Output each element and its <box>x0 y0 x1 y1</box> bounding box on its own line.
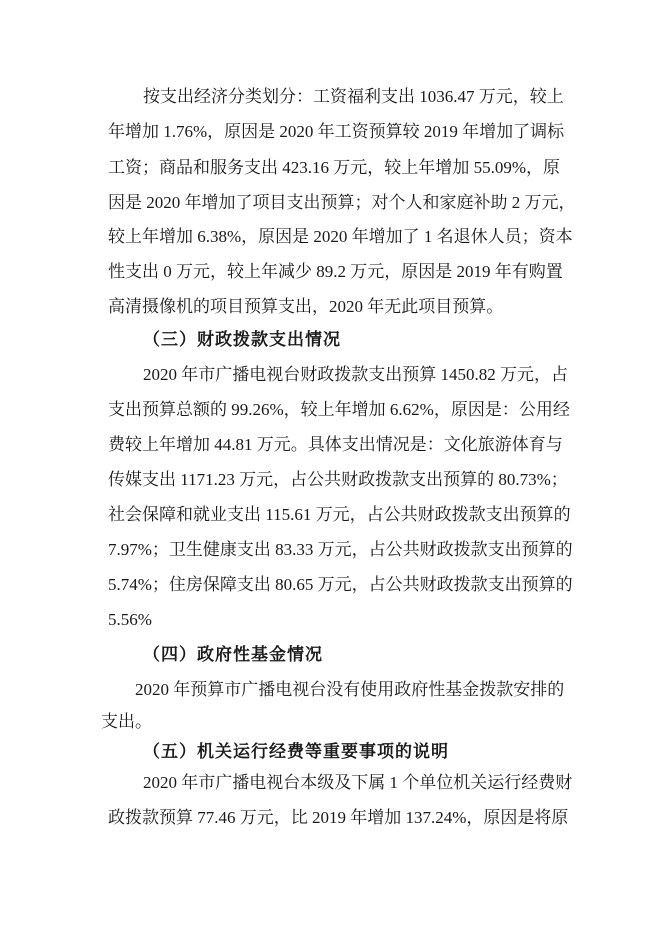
text-line: 5.74%；住房保障支出 80.65 万元，占公共财政拨款支出预算的 <box>108 575 573 594</box>
section-heading-3: （三）财政拨款支出情况 <box>143 330 341 350</box>
text-line: 因是 2020 年增加了项目支出预算；对个人和家庭补助 2 万元， <box>108 193 576 212</box>
section-heading-5: （五）机关运行经费等重要事项的说明 <box>143 742 449 762</box>
text-line: 社会保障和就业支出 115.61 万元，占公共财政拨款支出预算的 <box>108 505 571 524</box>
text-line: 2020 年市广播电视台本级及下属 1 个单位机关运行经费财 <box>143 773 573 792</box>
text-line: 性支出 0 万元，较上年减少 89.2 万元，原因是 2019 年有购置 <box>108 262 563 281</box>
text-line: 高清摄像机的项目预算支出，2020 年无此项目预算。 <box>108 297 504 316</box>
text-line: 政拨款预算 77.46 万元，比 2019 年增加 137.24%，原因是将原 <box>108 808 569 827</box>
text-line: 按支出经济分类划分：工资福利支出 1036.47 万元，较上 <box>143 87 564 106</box>
text-line: 工资；商品和服务支出 423.16 万元，较上年增加 55.09%，原 <box>108 158 560 177</box>
text-line: 5.56% <box>108 610 152 629</box>
text-line: 年增加 1.76%，原因是 2020 年工资预算较 2019 年增加了调标 <box>108 122 565 141</box>
text-line: 较上年增加 6.38%，原因是 2020 年增加了 1 名退休人员；资本 <box>108 227 573 246</box>
text-line: 支出预算总额的 99.26%，较上年增加 6.62%，原因是：公用经 <box>108 400 570 419</box>
section-heading-4: （四）政府性基金情况 <box>143 645 323 665</box>
text-line: 7.97%；卫生健康支出 83.33 万元，占公共财政拨款支出预算的 <box>108 540 573 559</box>
text-line: 传媒支出 1171.23 万元，占公共财政拨款支出预算的 80.73%； <box>108 470 568 489</box>
text-line: 费较上年增加 44.81 万元。具体支出情况是：文化旅游体育与 <box>108 435 563 454</box>
text-line: 2020 年预算市广播电视台没有使用政府性基金拨款安排的 <box>135 680 565 699</box>
text-line: 支出。 <box>101 712 152 731</box>
text-line: 2020 年市广播电视台财政拨款支出预算 1450.82 万元，占 <box>143 365 568 384</box>
